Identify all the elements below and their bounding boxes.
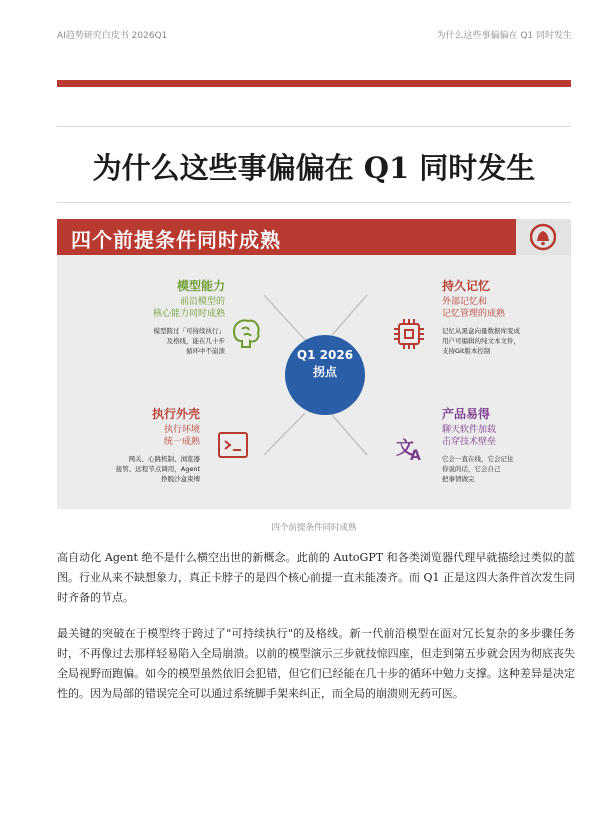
- execution-desc: [97, 454, 200, 484]
- execution-title: 执行外壳: [151, 407, 200, 421]
- product-desc-line: 你说的话，它会自己: [442, 465, 501, 473]
- product-subtitle-line: 聊天软件加载: [442, 425, 497, 435]
- product-desc-line: 它会一直在线，它会记住: [442, 455, 514, 463]
- quadrant-model: [97, 277, 225, 356]
- execution-desc-line: 接管、远程节点调用，Agent: [115, 465, 200, 473]
- memory-desc-line: 支持Git版本控制: [442, 347, 491, 355]
- figure-caption: 四个前提条件同时成熟: [271, 523, 357, 533]
- execution-desc-line: 挣脱沙盒束缚: [161, 475, 200, 483]
- execution-subtitle-line: 执行环境: [163, 425, 200, 435]
- model-desc-line: 模型跨过「可持续执行」: [153, 327, 225, 335]
- body-paragraph: 高自动化 Agent 绝不是什么横空出世的新概念。此前的 AutoGPT 和各类浏览器代理早就描绘过类似的蓝图。行业从来不缺想象力，真正卡脖子的是四个核心前提一直未能凑齐。而 Q1 正是这四大条件首次发生同时齐备的节点。: [57, 551, 576, 604]
- hub-label-line1: Q1 2026: [296, 348, 354, 362]
- model-subtitle-line: 前沿模型的: [179, 297, 225, 307]
- translate-icon: [396, 437, 421, 464]
- product-desc: [442, 454, 567, 484]
- model-desc-line: 及格线，能在几十步: [166, 337, 225, 345]
- quadrant-memory: [442, 277, 567, 356]
- accent-bar: [57, 80, 571, 87]
- brain-icon: [234, 320, 259, 347]
- product-subtitle: [442, 424, 567, 448]
- model-subtitle: [97, 296, 225, 320]
- quadrant-execution: [97, 405, 200, 484]
- execution-desc-line: 网关、心跳机制、浏览器: [128, 455, 200, 463]
- product-subtitle-line: 击穿技术壁垒: [442, 437, 497, 447]
- memory-subtitle-line: 记忆管理的成熟: [442, 309, 506, 319]
- memory-desc-line: 记忆从黑盒向量数据库变成: [442, 327, 520, 335]
- execution-subtitle: [97, 424, 200, 448]
- product-title: 产品易得: [442, 407, 491, 421]
- memory-desc: [442, 326, 567, 356]
- hub-label: [290, 347, 360, 381]
- figure-header-title: 四个前提条件同时成熟: [71, 228, 281, 252]
- running-head-right: 为什么这些事偏偏在 Q1 同时发生: [436, 31, 572, 41]
- model-title: 模型能力: [176, 279, 225, 293]
- bell-icon: [516, 219, 571, 255]
- chip-icon: [394, 319, 424, 349]
- execution-subtitle-line: 统一成熟: [163, 437, 200, 447]
- model-desc-line: 循环中不崩溃: [186, 347, 225, 355]
- model-desc: [97, 326, 225, 356]
- hub-label-line2: 拐点: [312, 365, 337, 379]
- body-paragraph: 最关键的突破在于模型终于跨过了"可持续执行"的及格线。新一代前沿模型在面对冗长复杂的多步骤任务时，不再像过去那样轻易陷入全局崩溃。以前的模型演示三步就技惊四座，但走到第五步就会因为彻底丧失全局视野而跑偏。如今的模型虽然依旧会犯错，但它们已经能在几十步的循环中勉力支撑。这种差异是决定性的。因为局部的错误完全可以通过系统脚手架来纠正，而全局的崩溃则无药可医。: [57, 627, 575, 700]
- memory-desc-line: 用户可编辑的纯文本文件，: [442, 337, 520, 345]
- memory-subtitle-line: 外部记忆和: [442, 297, 488, 307]
- memory-subtitle: [442, 296, 567, 320]
- terminal-icon: [219, 433, 247, 457]
- running-head-left: AI趋势研究白皮书 2026Q1: [57, 31, 168, 41]
- svg-text:文: 文: [396, 438, 414, 459]
- model-subtitle-line: 核心能力同时成熟: [152, 309, 225, 319]
- page-title: 为什么这些事偏偏在 Q1 同时发生: [92, 151, 536, 185]
- quadrant-product: [442, 405, 567, 484]
- running-head: [57, 28, 572, 41]
- infographic-figure: [57, 219, 571, 509]
- title-rule-bottom: [57, 202, 571, 203]
- svg-text:A: A: [410, 448, 421, 464]
- figure-header: [57, 219, 571, 255]
- product-desc-line: 把事情做完: [442, 475, 475, 483]
- memory-title: 持久记忆: [442, 279, 491, 293]
- title-rule-top: [57, 126, 571, 127]
